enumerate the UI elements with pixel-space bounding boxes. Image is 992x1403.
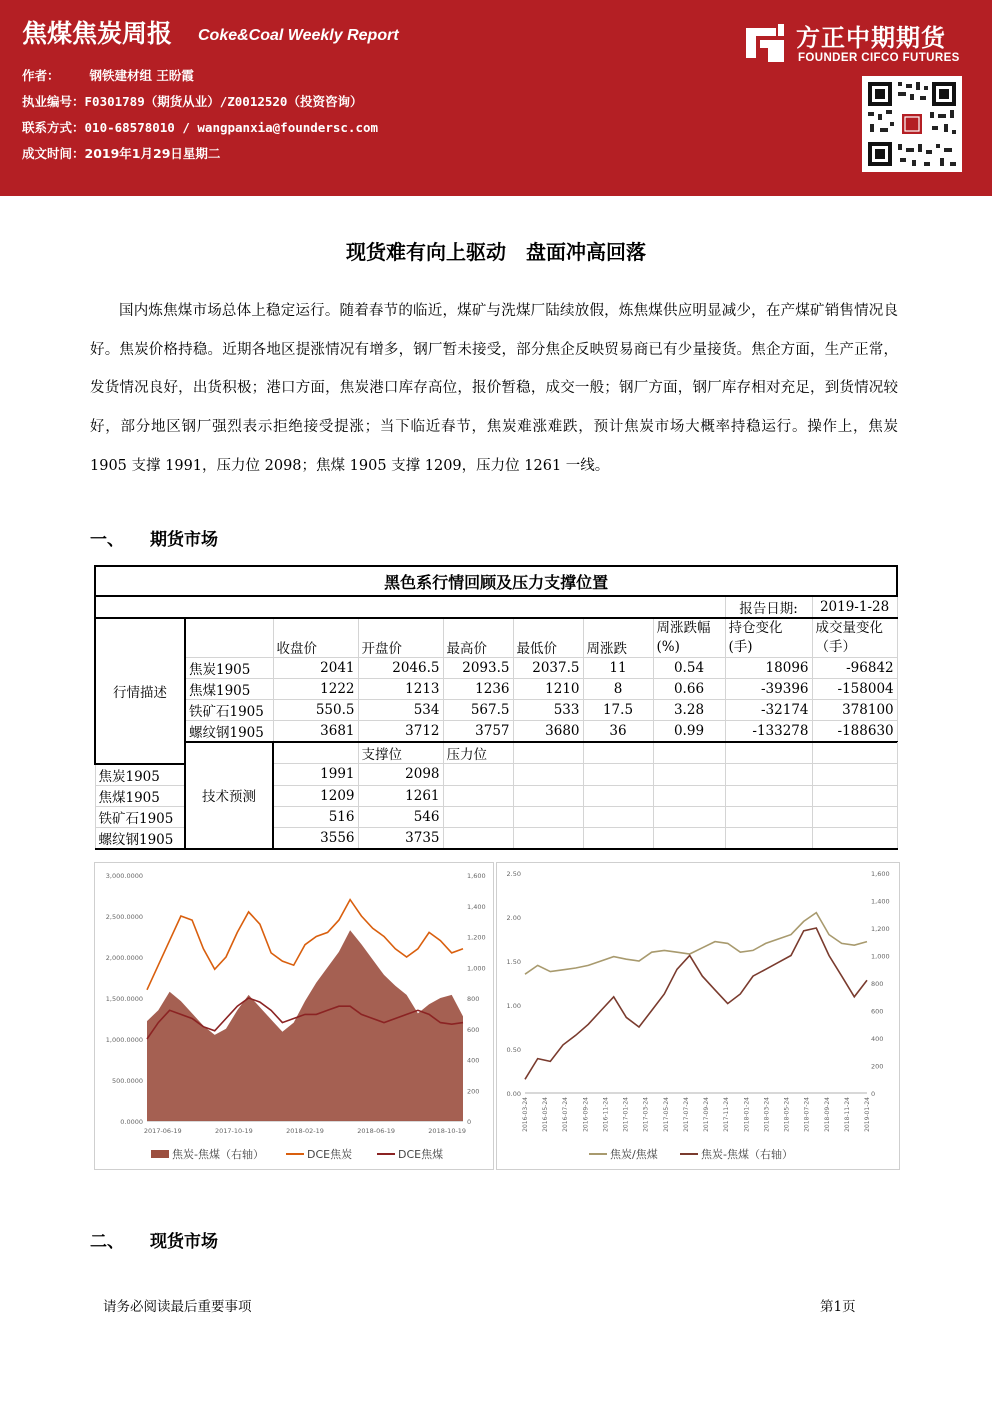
table-date-row xyxy=(95,596,897,618)
license-line xyxy=(22,92,362,110)
y-right-tick-label: 1,600 xyxy=(467,872,486,880)
y-left-tick-label: 1,500.0000 xyxy=(105,995,143,1003)
x-tick-label: 2019-01-24 xyxy=(864,1097,871,1132)
report-header xyxy=(0,0,992,196)
x-tick-label: 2018-06-19 xyxy=(357,1127,395,1135)
y-left-tick-label: 1.50 xyxy=(506,958,521,966)
summary-paragraph xyxy=(90,292,898,486)
contact-line xyxy=(22,118,378,136)
chart-ratio-spread xyxy=(497,863,899,1169)
y-right-tick-label: 1,200 xyxy=(871,925,890,933)
y-right-tick-label: 600 xyxy=(871,1007,884,1016)
y-right-tick-label: 200 xyxy=(467,1087,480,1096)
x-tick-label: 2018-03-24 xyxy=(763,1097,771,1132)
x-tick-label: 2018-02-19 xyxy=(286,1127,324,1135)
x-tick-label: 2018-10-19 xyxy=(428,1127,467,1135)
y-right-tick-label: 0 xyxy=(467,1118,472,1126)
chart-spread-prices xyxy=(95,863,493,1169)
x-tick-label: 2017-10-19 xyxy=(215,1127,253,1135)
founder-logo-icon xyxy=(744,22,786,62)
x-tick-label: 2017-06-19 xyxy=(143,1127,182,1135)
x-tick-label: 2018-11-24 xyxy=(843,1097,851,1132)
footer-notice: 请务必阅读最后重要事项 xyxy=(103,1299,252,1315)
legend-label: 焦炭-焦煤（右轴） xyxy=(701,1148,793,1161)
x-tick-label: 2017-09-24 xyxy=(703,1097,711,1132)
legend-label: DCE焦炭 xyxy=(307,1148,353,1161)
y-left-tick-label: 500.0000 xyxy=(111,1077,143,1085)
y-right-tick-label: 1,400 xyxy=(467,902,486,911)
section-number: 一、 xyxy=(90,530,124,550)
header-support: 支撑位 xyxy=(358,742,443,764)
page-number: 第1页 xyxy=(820,1299,856,1315)
y-right-tick-label: 1,000 xyxy=(871,952,890,961)
x-tick-label: 2017-05-24 xyxy=(662,1097,670,1132)
y-right-tick-label: 0 xyxy=(871,1090,876,1098)
y-right-tick-label: 1,600 xyxy=(871,870,890,878)
y-right-tick-label: 400 xyxy=(467,1056,480,1065)
section-title: 期货市场 xyxy=(150,530,218,550)
y-right-tick-label: 800 xyxy=(871,980,884,988)
y-left-tick-label: 0.00 xyxy=(506,1090,521,1098)
group-label-market: 行情描述 xyxy=(95,618,185,764)
tech-row: 铁矿石1905 516 546 xyxy=(95,806,897,827)
x-tick-label: 2018-07-24 xyxy=(803,1097,811,1132)
y-left-tick-label: 3,000.0000 xyxy=(105,872,143,880)
x-tick-label: 2016-07-24 xyxy=(562,1097,570,1132)
author-line xyxy=(22,66,194,84)
header-weekly-change: 周涨跌 xyxy=(583,618,653,658)
header-low: 最低价 xyxy=(513,618,583,658)
x-tick-label: 2018-01-24 xyxy=(743,1097,751,1132)
legend-label: 焦炭-焦煤（右轴） xyxy=(172,1148,264,1161)
x-tick-label: 2018-09-24 xyxy=(823,1097,831,1132)
y-right-tick-label: 400 xyxy=(871,1035,884,1043)
date-value: 2019年1月29日星期二 xyxy=(84,146,221,161)
section-heading-spot xyxy=(90,1227,218,1252)
y-right-tick-label: 1,400 xyxy=(871,897,890,906)
table-row: 螺纹钢1905 3681 3712 3757 3680 36 0.99 -133278 -188630 xyxy=(95,721,897,743)
y-right-tick-label: 200 xyxy=(871,1062,884,1071)
report-title: 焦煤焦炭周报 xyxy=(22,19,173,48)
x-tick-label: 2017-07-24 xyxy=(682,1097,690,1132)
section-heading-futures xyxy=(90,525,218,550)
header-high: 最高价 xyxy=(443,618,513,658)
qr-code-icon xyxy=(862,76,962,172)
document-title: 现货难有向上驱动 盘面冲高回落 xyxy=(346,240,646,264)
date-label: 成文时间： xyxy=(22,146,85,161)
table-title: 黑色系行情回顾及压力支撑位置 xyxy=(95,566,897,596)
report-date-label: 报告日期: xyxy=(725,596,812,618)
y-left-tick-label: 0.0000 xyxy=(120,1118,143,1126)
y-left-tick-label: 1,000.0000 xyxy=(105,1036,143,1044)
license-value: F0301789（期货从业）/Z0012520（投资咨询） xyxy=(84,94,363,109)
y-left-tick-label: 2.50 xyxy=(506,870,521,878)
table-row: 铁矿石1905 550.5 534 567.5 533 17.5 3.28 -32174 378100 xyxy=(95,700,897,721)
x-tick-label: 2016-11-24 xyxy=(602,1097,610,1132)
series-area xyxy=(147,930,463,1121)
y-right-tick-label: 1,000 xyxy=(467,964,486,973)
author-label: 作者： xyxy=(22,68,60,83)
x-tick-label: 2017-03-24 xyxy=(642,1097,650,1132)
x-tick-label: 2018-05-24 xyxy=(783,1097,791,1132)
contact-value[interactable]: 010-68578010 / wangpanxia@foundersc.com xyxy=(84,120,379,135)
chart-right-container xyxy=(496,862,900,1170)
header-close: 收盘价 xyxy=(273,618,358,658)
logo-cn: 方正中期期货 xyxy=(796,24,946,52)
legend-swatch xyxy=(151,1150,169,1158)
header-resistance: 压力位 xyxy=(443,742,513,764)
y-left-tick-label: 2.00 xyxy=(506,914,521,922)
header-weekly-pct: 周涨跌幅 (%) xyxy=(653,618,725,658)
x-tick-label: 2016-03-24 xyxy=(522,1097,529,1132)
group-label-tech: 技术预测 xyxy=(185,742,273,849)
table-title-row xyxy=(95,566,897,596)
legend-label: DCE焦煤 xyxy=(398,1148,444,1161)
header-volume-change: 成交量变化 （手） xyxy=(812,618,897,658)
contact-label: 联系方式： xyxy=(22,120,85,135)
header-oi-change: 持仓变化 (手) xyxy=(725,618,812,658)
author-value: 钢铁建材组 王盼霞 xyxy=(89,68,194,83)
tech-row: 焦煤1905 1209 1261 xyxy=(95,785,897,806)
tech-row: 焦炭1905 1991 2098 xyxy=(95,764,897,786)
x-tick-label: 2016-05-24 xyxy=(542,1097,550,1132)
license-label: 执业编号： xyxy=(22,94,85,109)
y-left-tick-label: 1.00 xyxy=(506,1002,521,1010)
logo-en: FOUNDER CIFCO FUTURES xyxy=(798,52,960,64)
section-number: 二、 xyxy=(90,1232,124,1252)
tech-row: 螺纹钢1905 3556 3735 xyxy=(95,827,897,849)
x-tick-label: 2017-11-24 xyxy=(723,1097,731,1132)
market-table xyxy=(94,565,898,850)
table-row: 焦炭1905 2041 2046.5 2093.5 2037.5 11 0.54 18096 -96842 xyxy=(95,658,897,679)
summary-text: 国内炼焦煤市场总体上稳定运行。随着春节的临近，煤矿与洗煤厂陆续放假，炼焦煤供应明显减少，在产煤矿销售情况良好。焦炭价格持稳。近期各地区提涨情况有增多，钢厂暂未接受，部分焦企反映贸易商已有少量接货。焦企方面，生产正常，发货情况良好，出货积极；港口方面，焦炭港口库存高位，报价暂稳，成交一般；钢厂方面，钢厂库存相对充足，到货情况较好，部分地区钢厂强烈表示拒绝接受提涨；当下临近春节，焦炭难涨难跌，预计焦炭市场大概率持稳运行。操作上，焦炭 1905 支撑 1991，压力位 2098；焦煤 1905 支撑 1209，压力位 1261 一线。 xyxy=(90,303,898,474)
tech-header-row xyxy=(95,742,897,764)
header-open: 开盘价 xyxy=(358,618,443,658)
x-tick-label: 2017-01-24 xyxy=(622,1097,630,1132)
table-row: 焦煤1905 1222 1213 1236 1210 8 0.66 -39396 -158004 xyxy=(95,679,897,700)
section-title: 现货市场 xyxy=(150,1232,218,1252)
table-header-row xyxy=(95,618,897,658)
y-right-tick-label: 1,200 xyxy=(467,933,486,942)
y-left-tick-label: 0.50 xyxy=(506,1046,521,1054)
x-tick-label: 2016-09-24 xyxy=(582,1097,590,1132)
series-line xyxy=(147,900,463,990)
report-subtitle: Coke&Coal Weekly Report xyxy=(198,27,399,44)
y-right-tick-label: 800 xyxy=(467,995,480,1003)
y-left-tick-label: 2,000.0000 xyxy=(105,954,143,962)
date-line xyxy=(22,144,220,162)
legend-label: 焦炭/焦煤 xyxy=(610,1148,658,1161)
y-left-tick-label: 2,500.0000 xyxy=(105,913,143,921)
chart-left-container xyxy=(94,862,494,1170)
y-right-tick-label: 600 xyxy=(467,1025,480,1034)
report-date-value: 2019-1-28 xyxy=(812,596,897,618)
